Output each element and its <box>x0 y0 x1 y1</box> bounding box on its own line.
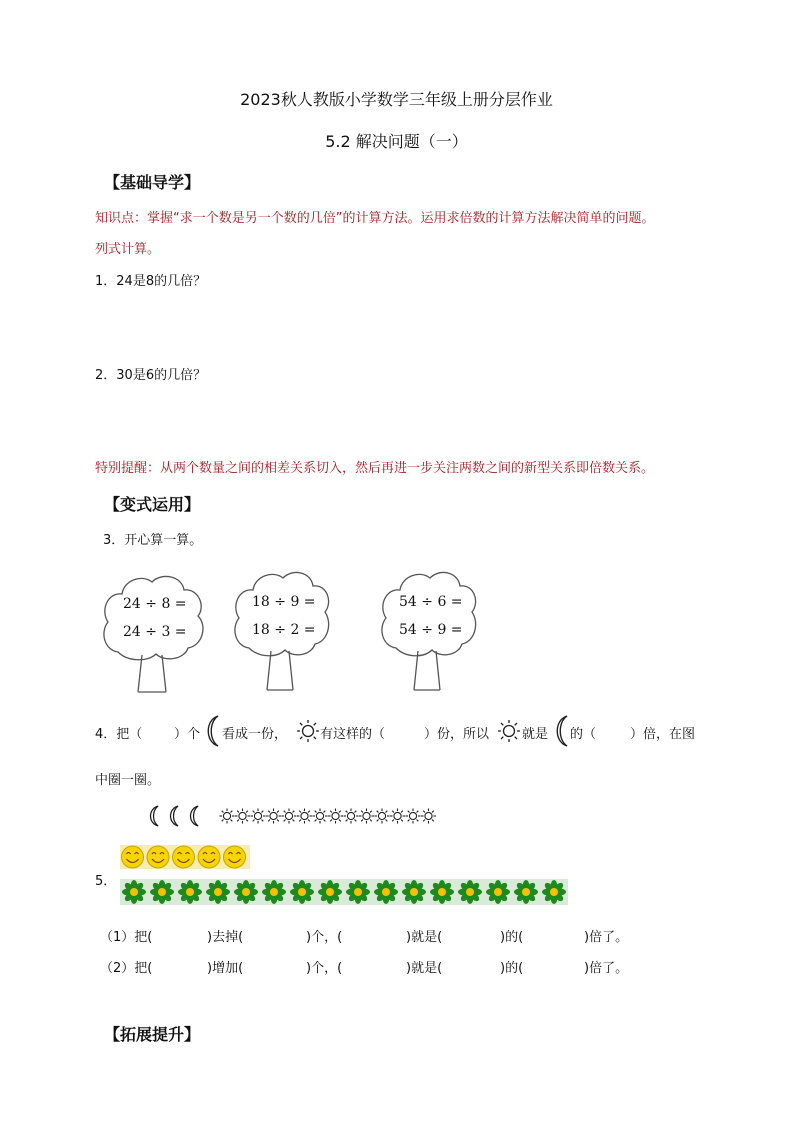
q4-part-1: 4．把（ <box>95 727 143 742</box>
sun-icon <box>313 809 328 824</box>
q4-part-3: 看成一份， <box>222 727 288 742</box>
smiley-icon <box>224 846 246 868</box>
q5-line-2-seg: )增加( <box>207 961 244 976</box>
sun-icon <box>297 809 312 824</box>
moon-icon <box>171 806 179 826</box>
q4-part-6: 就是 <box>522 727 549 742</box>
smiley-group <box>120 845 250 869</box>
q4-part-8: ）倍，在图 <box>630 727 696 742</box>
q5-line-2 <box>100 957 660 975</box>
question-1: 1．24是8的几倍？ <box>95 274 207 289</box>
sun-icon <box>328 809 343 824</box>
q5-line-2-seg: )的( <box>500 961 524 976</box>
tree-1-equation-2: 24 ÷ 3 = <box>123 624 187 640</box>
q5-line-1 <box>100 926 660 944</box>
flower-icon <box>458 880 482 904</box>
q5-line-1-seg: )去掉( <box>207 930 244 945</box>
sun-icon <box>282 809 297 824</box>
q4-continuation: 中圈一圈。 <box>95 773 161 788</box>
sun-icon <box>375 809 390 824</box>
question-2: 2．30是6的几倍？ <box>95 368 207 383</box>
moon-icon <box>552 714 570 748</box>
flower-row <box>120 879 568 905</box>
flower-icon <box>206 880 230 904</box>
sun-icon <box>390 809 405 824</box>
q5-line-1-seg: )就是( <box>406 930 443 945</box>
q5-line-2-seg: )倍了。 <box>584 961 629 976</box>
smiley-icon <box>122 846 144 868</box>
smiley-row <box>120 845 250 869</box>
flower-group <box>120 879 568 905</box>
q4-part-7: 的（ <box>570 727 597 742</box>
q5-line-1-seg: （1）把( <box>100 930 153 945</box>
flower-icon <box>150 880 174 904</box>
flower-icon <box>374 880 398 904</box>
q5-line-1-seg: )个，( <box>306 930 343 945</box>
knowledge-point: 知识点：掌握“求一个数是另一个数的几倍”的计算方法。运用求倍数的计算方法解决简单的问题。 <box>95 211 655 226</box>
section-heading-variation: 【变式运用】 <box>104 495 201 514</box>
sun-icon <box>406 809 421 824</box>
smiley-icon <box>147 846 169 868</box>
moons-group <box>146 805 206 827</box>
instruction-text: 列式计算。 <box>95 242 161 257</box>
smiley-icon <box>198 846 220 868</box>
q5-line-2-seg: )就是( <box>406 961 443 976</box>
flower-icon <box>178 880 202 904</box>
sun-icon <box>220 809 235 824</box>
special-reminder: 特别提醒：从两个数量之间的相差关系切入，然后再进一步关注两数之间的新型关系即倍数关系。 <box>95 461 655 476</box>
sun-icon <box>344 809 359 824</box>
page-subtitle: 5.2 解决问题（一） <box>325 132 468 151</box>
suns-group <box>218 805 439 827</box>
moons-row <box>146 805 206 827</box>
flower-icon <box>346 880 370 904</box>
sun-icon <box>497 719 521 743</box>
flower-icon <box>514 880 538 904</box>
tree-1-equation-1: 24 ÷ 8 = <box>123 596 187 612</box>
flower-icon <box>430 880 454 904</box>
q4-part-2: ）个 <box>174 727 201 742</box>
moon-icon <box>203 714 221 748</box>
tree-3-equation-2: 54 ÷ 9 = <box>399 622 463 638</box>
flower-icon <box>318 880 342 904</box>
sun-icon <box>235 809 250 824</box>
q5-line-2-seg: )个，( <box>306 961 343 976</box>
suns-row <box>218 805 439 827</box>
flower-icon <box>486 880 510 904</box>
q4-part-5: ）份，所以 <box>424 727 490 742</box>
tree-2-equation-1: 18 ÷ 9 = <box>252 594 316 610</box>
tree-2-equation-2: 18 ÷ 2 = <box>252 622 316 638</box>
flower-icon <box>262 880 286 904</box>
section-heading-extension: 【拓展提升】 <box>104 1025 201 1044</box>
q5-line-1-seg: )倍了。 <box>584 930 629 945</box>
section-heading-basic: 【基础导学】 <box>104 173 201 192</box>
sun-icon <box>266 809 281 824</box>
q5-line-1-seg: )的( <box>500 930 524 945</box>
moon-icon <box>151 806 159 826</box>
flower-icon <box>542 880 566 904</box>
q5-line-2-seg: （2）把( <box>100 961 153 976</box>
moon-icon <box>191 806 199 826</box>
flower-icon <box>122 880 146 904</box>
page-title: 2023秋人教版小学数学三年级上册分层作业 <box>240 90 553 109</box>
sun-icon <box>359 809 374 824</box>
flower-icon <box>234 880 258 904</box>
q4-part-4: 有这样的（ <box>320 727 386 742</box>
question-3: 3．开心算一算。 <box>103 533 203 548</box>
smiley-icon <box>173 846 195 868</box>
sun-icon <box>421 809 436 824</box>
sun-icon <box>251 809 266 824</box>
tree-3-equation-1: 54 ÷ 6 = <box>399 594 463 610</box>
question-5: 5． <box>95 874 117 889</box>
flower-icon <box>402 880 426 904</box>
flower-icon <box>290 880 314 904</box>
sun-icon <box>296 719 320 743</box>
